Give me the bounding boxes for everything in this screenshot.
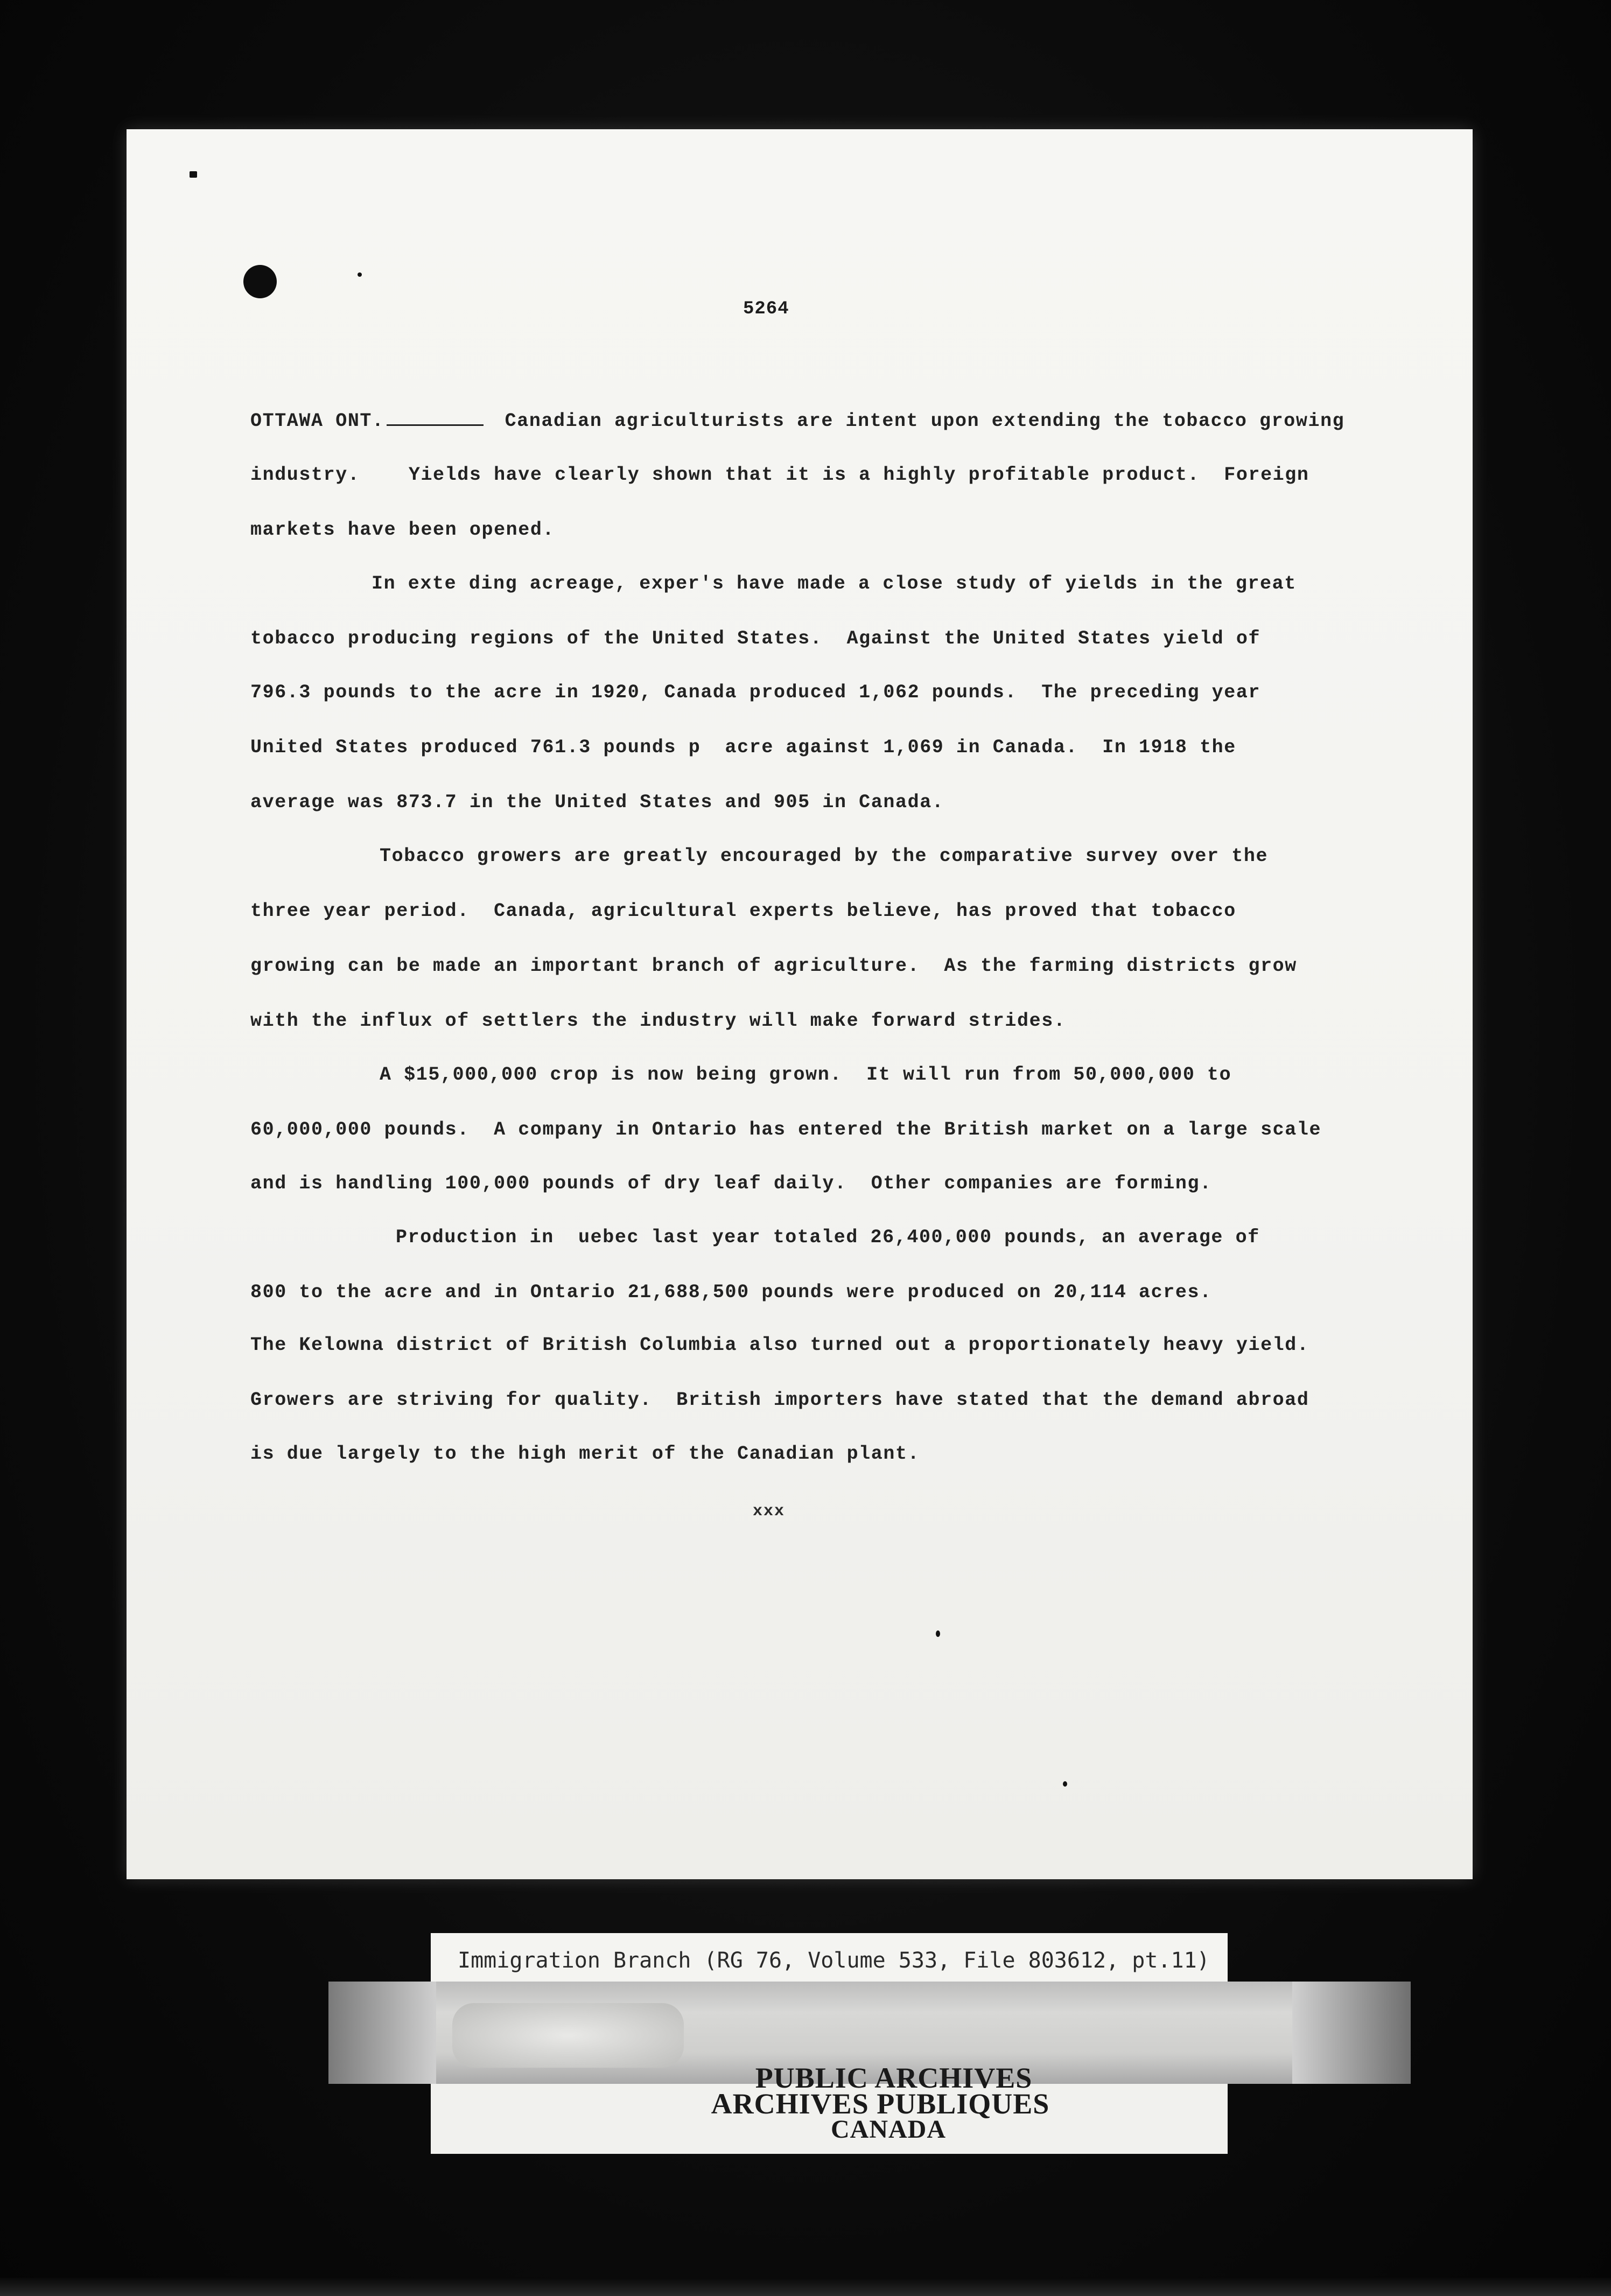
archive-caption: Immigration Branch (RG 76, Volume 533, File 803612, pt.11) bbox=[458, 1948, 1210, 1973]
body-line: with the influx of settlers the industry will make forward strides. bbox=[250, 1010, 1066, 1032]
paper-speck bbox=[358, 272, 362, 277]
body-line: 800 to the acre and in Ontario 21,688,500 pounds were produced on 20,114 acres. bbox=[250, 1282, 1212, 1303]
paper-speck bbox=[1063, 1781, 1067, 1787]
body-line: and is handling 100,000 pounds of dry leaf daily. Other companies are forming. bbox=[250, 1173, 1212, 1194]
stamp-line-english: PUBLIC ARCHIVES bbox=[755, 2062, 1033, 2094]
body-line: Canadian agriculturists are intent upon extending the tobacco growing bbox=[505, 410, 1345, 432]
body-line: Production in uebec last year totaled 26,400,000 pounds, an average of bbox=[396, 1227, 1260, 1248]
body-line: tobacco producing regions of the United States. Against the United States yield of bbox=[250, 628, 1261, 649]
body-line: Growers are striving for quality. British importers have stated that the demand abroad bbox=[250, 1389, 1309, 1411]
body-line: United States produced 761.3 pounds p acre against 1,069 in Canada. In 1918 the bbox=[250, 737, 1236, 758]
body-line: three year period. Canada, agricultural experts believe, has proved that tobacco bbox=[250, 900, 1236, 922]
document-page bbox=[127, 129, 1473, 1879]
body-line: The Kelowna district of British Columbia also turned out a proportionately heavy yield. bbox=[250, 1334, 1309, 1356]
body-line: Tobacco growers are greatly encouraged by the comparative survey over the bbox=[380, 845, 1269, 867]
body-line: average was 873.7 in the United States and 905 in Canada. bbox=[250, 792, 944, 813]
stamp-line-canada: CANADA bbox=[831, 2115, 946, 2144]
body-line: 60,000,000 pounds. A company in Ontario has entered the British market on a large scale bbox=[250, 1119, 1322, 1140]
page-number: 5264 bbox=[743, 299, 789, 319]
punch-hole bbox=[243, 265, 277, 298]
dateline-blank bbox=[387, 408, 484, 426]
body-line: In exte ding acreage, exper's have made a close study of yields in the great bbox=[372, 573, 1297, 594]
public-archives-stamp bbox=[668, 2062, 1098, 2144]
body-line: A $15,000,000 crop is now being grown. It will run from 50,000,000 to bbox=[380, 1064, 1232, 1086]
body-line: 796.3 pounds to the acre in 1920, Canada produced 1,062 pounds. The preceding year bbox=[250, 682, 1261, 703]
film-bottom-edge bbox=[0, 2278, 1611, 2296]
stamp-line-french: ARCHIVES PUBLIQUES bbox=[711, 2088, 1050, 2120]
body-line: is due largely to the high merit of the Canadian plant. bbox=[250, 1443, 920, 1465]
dateline: OTTAWA ONT. bbox=[250, 410, 384, 432]
dateline-line bbox=[250, 408, 1344, 432]
paper-speck bbox=[936, 1630, 940, 1637]
body-line: markets have been opened. bbox=[250, 519, 555, 541]
film-speck bbox=[190, 171, 197, 178]
body-line: growing can be made an important branch of agriculture. As the farming districts grow bbox=[250, 955, 1297, 977]
body-line: industry. Yields have clearly shown that it is a highly profitable product. Foreign bbox=[250, 464, 1309, 486]
end-mark: xxx bbox=[753, 1502, 786, 1521]
